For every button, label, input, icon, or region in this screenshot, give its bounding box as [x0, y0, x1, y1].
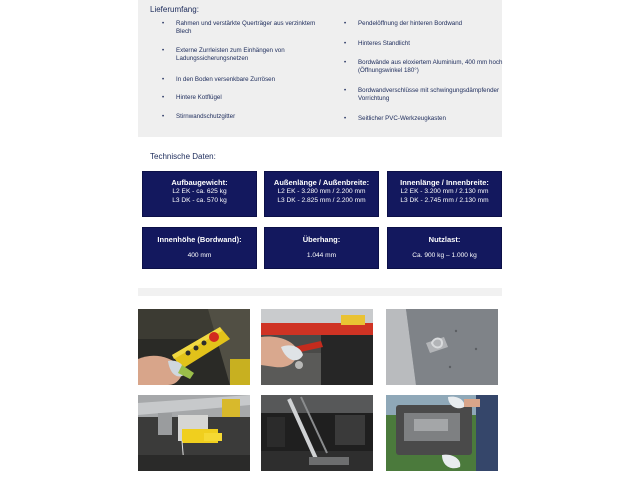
photo-gas-strut	[261, 395, 373, 471]
photo-lashing-ring	[386, 309, 498, 385]
tech-data-title: Technische Daten:	[150, 152, 216, 161]
spec-box-value: Ca. 900 kg – 1.000 kg	[412, 252, 477, 259]
spec-box-weight	[142, 171, 257, 217]
spec-box-inner-dimensions	[387, 171, 502, 217]
list-item: • Bordwandverschlüsse mit schwingungsdämpfender Vorrichtung	[344, 87, 514, 115]
spec-box-heading: Nutzlast:	[428, 235, 461, 244]
spec-box-overhang	[264, 227, 379, 269]
spec-box-value: L3 DK - ca. 570 kg	[172, 197, 227, 204]
list-item: • Externe Zurrleisten zum Einhängen von Ladungssicherungsnetzen	[162, 47, 332, 76]
list-item: • Pendelöffnung der hinteren Bordwand	[344, 20, 514, 40]
list-item: • Hintere Kotflügel	[162, 94, 332, 113]
spec-box-value: 1.044 mm	[306, 252, 337, 259]
list-item: • Hinteres Standlicht	[344, 40, 514, 59]
spec-box-value: L2 EK - 3.280 mm / 2.200 mm	[277, 188, 366, 195]
spec-box-heading: Innenhöhe (Bordwand):	[157, 235, 242, 244]
list-item: • Stirnwandschutzgitter	[162, 113, 332, 121]
delivery-scope-right-list	[344, 20, 514, 123]
delivery-scope-left-list	[162, 20, 332, 121]
spec-box-value: L2 EK - ca. 625 kg	[172, 188, 227, 195]
spec-box-value: L3 DK - 2.825 mm / 2.200 mm	[277, 197, 366, 204]
photo-tailgate-latch	[138, 395, 250, 471]
photo-remote-control	[138, 309, 250, 385]
spec-box-inner-height	[142, 227, 257, 269]
divider	[138, 288, 502, 296]
product-sheet	[138, 0, 502, 480]
spec-box-heading: Aufbaugewicht:	[171, 178, 228, 187]
list-item: • Bordwände aus eloxiertem Aluminium, 400 mm hoch (Öffnungswinkel 180°)	[344, 59, 514, 87]
photo-release-lever	[261, 309, 373, 385]
photo-tool-box	[386, 395, 498, 471]
spec-box-payload	[387, 227, 502, 269]
list-item: • Rahmen und verstärkte Querträger aus verzinktem Blech	[162, 20, 332, 47]
spec-box-outer-dimensions	[264, 171, 379, 217]
spec-box-value: 400 mm	[187, 252, 212, 259]
spec-box-value: L3 DK - 2.745 mm / 2.130 mm	[400, 197, 489, 204]
spec-box-heading: Außenlänge / Außenbreite:	[273, 178, 370, 187]
delivery-scope-panel	[138, 0, 502, 137]
list-item: • In den Boden versenkbare Zurrösen	[162, 76, 332, 94]
spec-box-value: L2 EK - 3.200 mm / 2.130 mm	[400, 188, 489, 195]
spec-box-heading: Überhang:	[302, 235, 341, 244]
spec-box-heading: Innenlänge / Innenbreite:	[400, 178, 489, 187]
delivery-scope-title: Lieferumfang:	[150, 5, 199, 14]
list-item: • Seitlicher PVC-Werkzeugkasten	[344, 115, 514, 123]
